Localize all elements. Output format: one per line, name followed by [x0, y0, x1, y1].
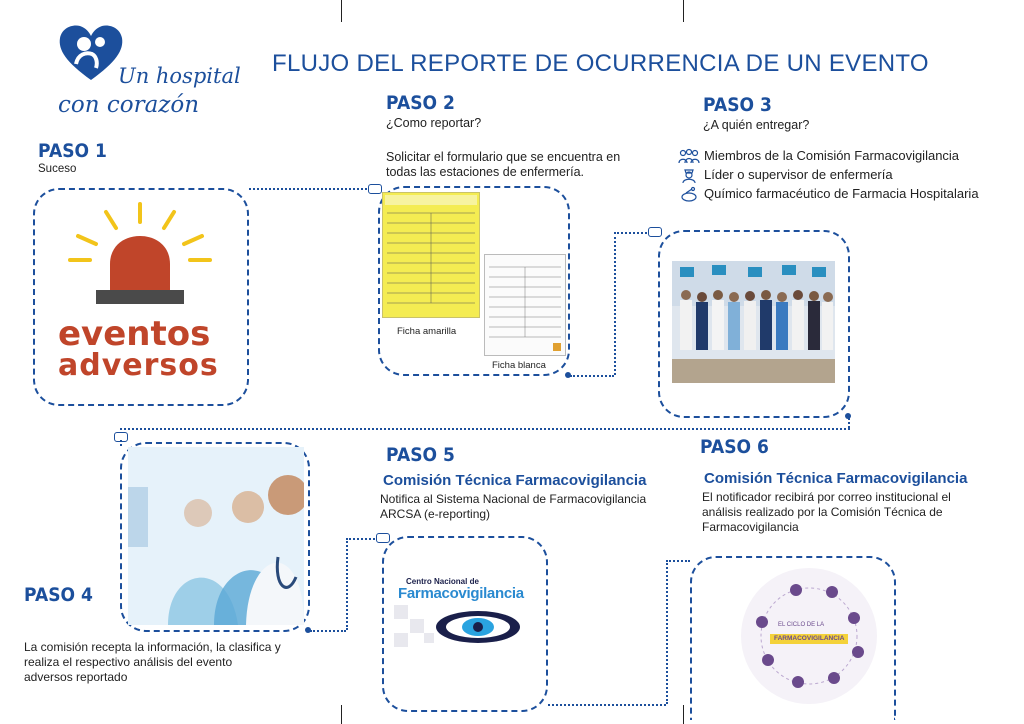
paso5-label: PASO 5: [386, 444, 455, 466]
paso3-sub: ¿A quién entregar?: [703, 118, 810, 132]
paso6-label: PASO 6: [700, 436, 769, 458]
connector-4-5-vertical: [346, 538, 348, 630]
page-title: FLUJO DEL REPORTE DE OCURRENCIA DE UN EVENTO: [272, 50, 929, 77]
connector-5-6-top: [666, 560, 690, 562]
connector-4-5: [310, 630, 346, 632]
paso3-photo: [672, 261, 835, 383]
fold-line-top-right: [683, 0, 684, 22]
pin-5: [376, 533, 390, 543]
paso2-sub: ¿Como reportar?: [386, 116, 482, 130]
pharmacist-icon: [678, 186, 700, 202]
paso4-text: La comisión recepta la información, la clasifica y realiza el respectivo análisis del evento adversos reportado: [24, 640, 281, 684]
connector-2-3-vertical: [614, 232, 616, 375]
farmacovigilancia-logo-line1: Centro Nacional de: [406, 577, 479, 586]
pin-2: [368, 184, 382, 194]
cycle-title2: FARMACOVIGILANCIA: [774, 635, 845, 642]
connector-5-6-vertical: [666, 560, 668, 704]
cycle-image: [736, 566, 882, 706]
ficha-blanca-image: [484, 254, 566, 356]
heart-logo-icon: [56, 22, 126, 84]
eye-icon: [473, 622, 483, 632]
paso6-text: El notificador recibirá por correo institucional el análisis realizado por la Comisión Técnica de Farmacovigilancia: [702, 490, 951, 534]
paso1-word1: eventos: [58, 314, 211, 354]
hospital-logo: [52, 22, 242, 132]
paso4-photo: [128, 447, 304, 625]
ficha-amarilla-label: Ficha amarilla: [397, 326, 457, 337]
connector-3-4: [120, 428, 850, 430]
paso3-item-2: [678, 165, 1023, 184]
connector-2-3: [570, 375, 614, 377]
paso2-label: PASO 2: [386, 92, 455, 114]
team-icon: [678, 148, 700, 164]
paso3-item-3: [678, 184, 1023, 203]
connector-4-vertical: [120, 440, 122, 446]
paso3-item-1-text: Miembros de la Comisión Farmacovigilancia: [704, 148, 960, 163]
paso5-heading: Comisión Técnica Farmacovigilancia: [383, 472, 647, 489]
paso3-item-3-text: Químico farmacéutico de Farmacia Hospitalaria: [704, 186, 979, 201]
paso5-text: Notifica al Sistema Nacional de Farmacovigilancia ARCSA (e-reporting): [380, 492, 647, 521]
nurse-icon: [678, 167, 700, 183]
paso3-item-2-text: Líder o supervisor de enfermería: [704, 167, 893, 182]
paso3-list: [678, 146, 1023, 203]
paso1-label: PASO 1: [38, 140, 107, 162]
paso4-label: PASO 4: [24, 584, 93, 606]
fold-line-bottom-right: [683, 705, 684, 724]
siren-icon: [60, 198, 220, 310]
paso1-sub: Suceso: [38, 163, 77, 175]
cycle-title1: EL CICLO DE LA: [778, 622, 825, 628]
fold-line-bottom-left: [341, 705, 342, 724]
paso2-text: Solicitar el formulario que se encuentra en todas las estaciones de enfermería.: [386, 150, 621, 179]
ficha-amarilla-image: [382, 192, 480, 318]
farmacovigilancia-logo: [394, 575, 540, 655]
connector-3-4-vertical: [848, 418, 850, 428]
fold-line-top-left: [341, 0, 342, 22]
paso3-label: PASO 3: [703, 94, 772, 116]
connector-1-2: [249, 188, 375, 190]
logo-line2: con corazón: [58, 92, 200, 118]
paso3-item-1: [678, 146, 1023, 165]
paso1-image: [52, 198, 232, 398]
ficha-blanca-label: Ficha blanca: [492, 360, 546, 371]
logo-line1: Un hospital: [118, 64, 241, 88]
paso6-heading: Comisión Técnica Farmacovigilancia: [704, 470, 968, 487]
paso1-word2: adversos: [58, 348, 219, 383]
farmacovigilancia-logo-line2: Farmacovigilancia: [398, 585, 524, 602]
pin-3: [648, 227, 662, 237]
connector-5-6: [548, 704, 666, 706]
